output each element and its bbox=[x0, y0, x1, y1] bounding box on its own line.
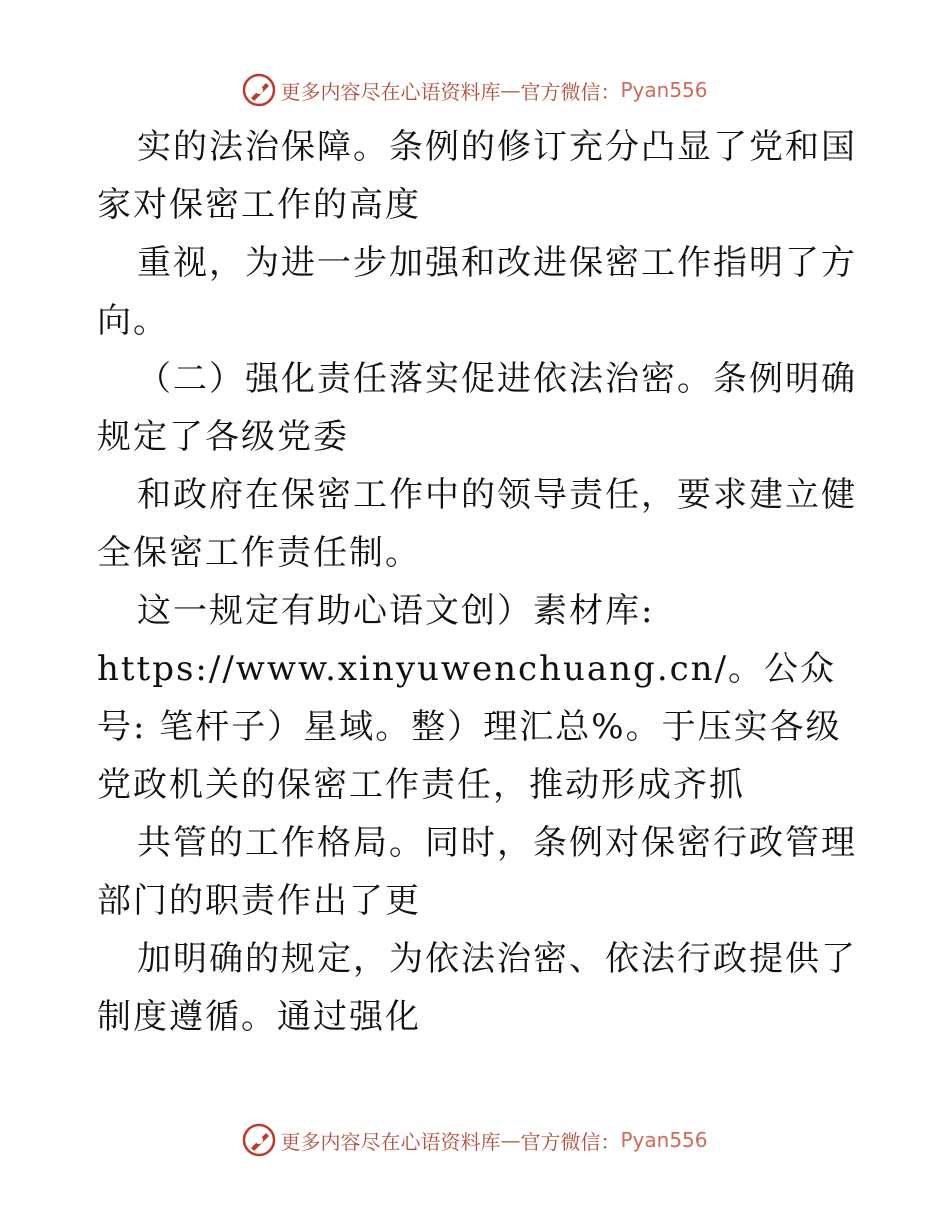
header-banner bbox=[0, 70, 950, 110]
footer-title: 更多内容尽在心语资料库 bbox=[280, 1129, 501, 1154]
paragraph: 共管的工作格局。同时，条例对保密行政管理部门的职责作出了更 bbox=[97, 823, 857, 921]
header-separator: — bbox=[500, 78, 521, 102]
pen-logo-icon bbox=[242, 1123, 276, 1157]
header-official-label: 官方微信： bbox=[520, 79, 621, 104]
footer-banner bbox=[0, 1120, 950, 1160]
footer-separator: — bbox=[500, 1128, 521, 1152]
document-body bbox=[97, 118, 857, 1046]
pen-logo-icon bbox=[242, 73, 276, 107]
header-wechat-id: Pyan556 bbox=[620, 78, 708, 102]
paragraph: 实的法治保障。条例的修订充分凸显了党和国家对保密工作的高度 bbox=[97, 127, 857, 225]
footer-wechat-id: Pyan556 bbox=[620, 1128, 708, 1152]
footer-official-label: 官方微信： bbox=[520, 1129, 621, 1154]
paragraph: （二）强化责任落实促进依法治密。条例明确规定了各级党委 bbox=[97, 359, 857, 457]
paragraph: 这一规定有助心语文创）素材库: https://www.xinyuwenchuang.cn/。公众号: 笔杆子）星域。整）理汇总%。于压实各级党政机关的保密工作责任，推动形成齐抓 bbox=[97, 591, 842, 805]
paragraph: 重视，为进一步加强和改进保密工作指明了方向。 bbox=[97, 243, 857, 341]
paragraph: 加明确的规定，为依法治密、依法行政提供了制度遵循。通过强化 bbox=[97, 939, 857, 1037]
paragraph: 和政府在保密工作中的领导责任，要求建立健全保密工作责任制。 bbox=[97, 475, 857, 573]
header-title: 更多内容尽在心语资料库 bbox=[280, 79, 501, 104]
